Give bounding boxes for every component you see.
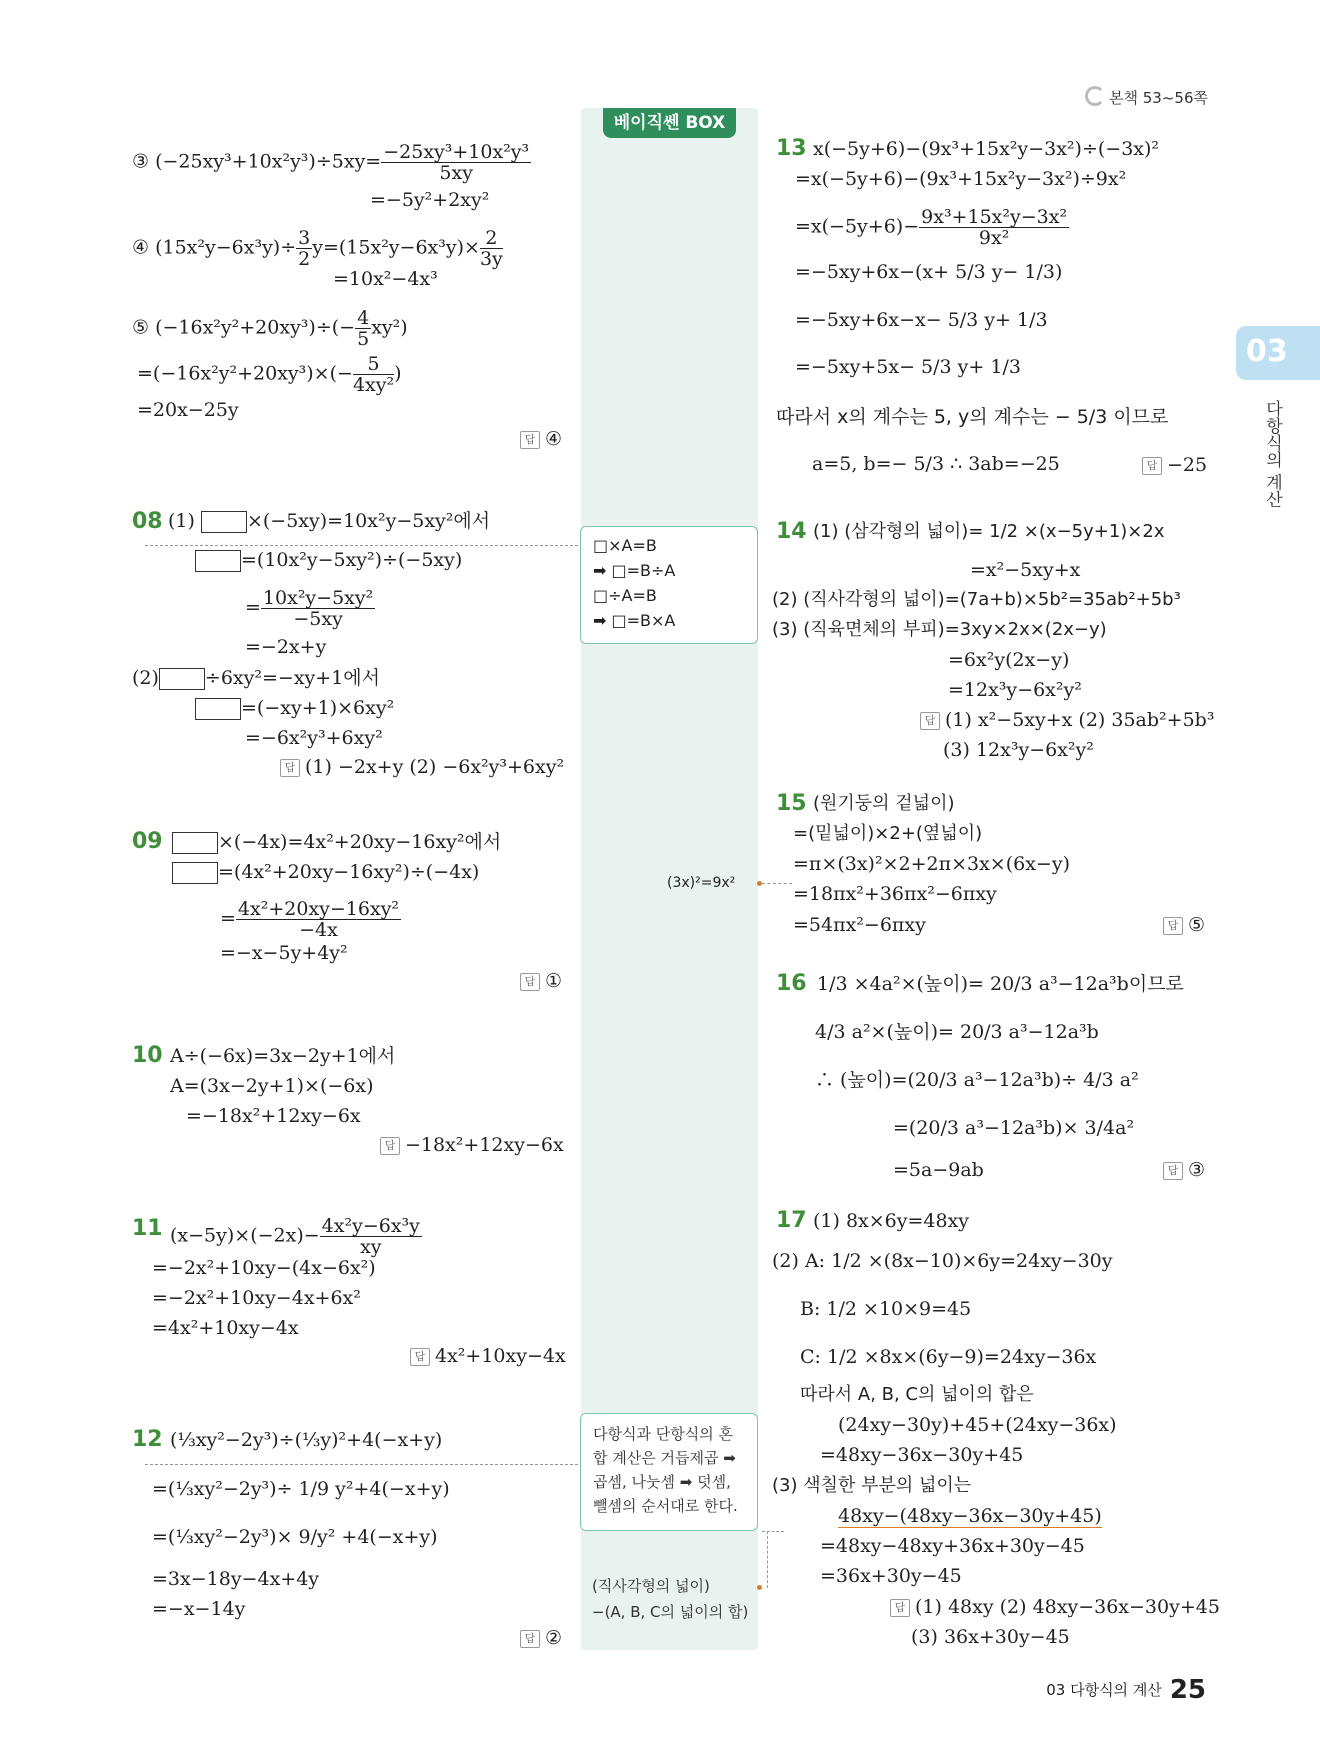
blank-box: [172, 862, 218, 884]
expr: ): [394, 362, 402, 385]
answer-mark: 답: [520, 973, 540, 991]
fraction: [919, 207, 1069, 248]
problem-number: 09: [132, 829, 163, 854]
note-area-line: (직사각형의 넓이): [592, 1577, 710, 1595]
denominator: −4x: [299, 919, 338, 941]
solution-line: (원기둥의 겉넓이): [813, 793, 955, 814]
chapter-number: 03: [1246, 334, 1288, 369]
chapter-tab-label: 다항식의 계산: [1262, 400, 1282, 508]
numerator: 4x²+20xy−16xy²: [237, 898, 400, 920]
solution-line: =x(−5y+6)−(9x³+15x²y−3x²)÷9x²: [795, 168, 1127, 190]
answer-value: ①: [545, 970, 563, 992]
solution-line: [195, 547, 462, 573]
solution-line: =12x³y−6x²y²: [948, 679, 1082, 701]
expr: ③ (−25xy³+10x²y³)÷5xy=: [132, 150, 382, 173]
solution-line: (⅓xy²−2y³)÷(⅓y)²+4(−x+y): [170, 1429, 443, 1451]
fraction: [261, 588, 375, 629]
solution-line: A÷(−6x)=3x−2y+1에서: [170, 1045, 396, 1067]
expr: =(−16x²y²+20xy³)×(−: [137, 362, 353, 385]
solution-line: A=(3x−2y+1)×(−6x): [170, 1075, 374, 1097]
problem-number: 10: [132, 1043, 163, 1068]
problem-number: 11: [132, 1216, 163, 1241]
solution-line: [170, 1216, 422, 1257]
fraction: [355, 308, 371, 349]
answer-value: ③: [1188, 1159, 1206, 1181]
answer-continued: (3) 36x+30y−45: [911, 1626, 1070, 1648]
solution-line: [132, 665, 380, 691]
solution-line: =−5xy+6x−x− 5/3 y+ 1/3: [795, 309, 1048, 331]
answer-value: (1) x²−5xy+x (2) 35ab²+5b³: [945, 709, 1215, 731]
solution-line: =−5xy+5x− 5/3 y+ 1/3: [795, 356, 1021, 378]
problem-number: 13: [776, 136, 807, 161]
answer-mark: 답: [920, 712, 940, 730]
rule-card-box-equation: [580, 526, 758, 644]
numerator: 5: [353, 354, 394, 375]
expr: (x−5y)×(−2x)−: [170, 1224, 320, 1247]
answer: [520, 970, 562, 992]
solution-line: =(⅓xy²−2y³)× 9/y² +4(−x+y): [152, 1526, 438, 1548]
solution-line: C: 1/2 ×8x×(6y−9)=24xy−36x: [800, 1346, 1097, 1368]
numerator: 2: [480, 228, 503, 249]
answer: [1163, 914, 1205, 936]
leader-dot: [757, 1585, 762, 1590]
rule-text: 다항식과 단항식의 혼합 계산은 거듭제곱 ➡ 곱셈, 나눗셈 ➡ 덧셈, 뺄셈의 순서대로 한다.: [593, 1425, 738, 1515]
leader-line: [762, 883, 792, 884]
answer-value: ④: [545, 428, 563, 450]
solution-line: [137, 354, 402, 395]
expr: =(−xy+1)×6xy²: [241, 697, 395, 719]
answer-mark: 답: [1163, 917, 1183, 935]
reference-icon: [1085, 86, 1105, 106]
answer: [1142, 454, 1207, 476]
solution-line: 1/3 ×4a²×(높이)= 20/3 a³−12a³b이므로: [817, 973, 1184, 995]
solution-line: =−x−14y: [152, 1598, 246, 1620]
problem-number: 12: [132, 1427, 163, 1452]
numerator: 9x³+15x²y−3x²: [921, 206, 1068, 228]
denominator: 2: [298, 248, 311, 270]
expr: ×(−4x)=4x²+20xy−16xy²에서: [218, 831, 502, 853]
expr: =x(−5y+6)−: [795, 215, 920, 238]
answer-mark: 답: [520, 431, 540, 449]
basic-box-title: 베이직쎈 BOX: [603, 108, 736, 138]
solution-line: (1) (삼각형의 넓이)= 1/2 ×(x−5y+1)×2x: [813, 521, 1165, 542]
page-reference: [1085, 86, 1208, 108]
numerator: 3: [298, 227, 311, 249]
solution-line: =−5y²+2xy²: [370, 189, 490, 211]
answer-value: ⑤: [1188, 914, 1206, 936]
leader-line: [145, 545, 578, 546]
blank-box: [159, 668, 205, 690]
solution-line: (2) (직사각형의 넓이)=(7a+b)×5b²=35ab²+5b³: [772, 589, 1181, 610]
solution-line: [795, 207, 1069, 248]
solution-line: ∴ (높이)=(20/3 a³−12a³b)÷ 4/3 a²: [815, 1069, 1139, 1091]
expr: xy²): [371, 316, 408, 339]
expr: =(4x²+20xy−16xy²)÷(−4x): [218, 861, 480, 883]
fraction: [480, 228, 503, 269]
answer: [520, 428, 562, 450]
chapter-tab: [1236, 326, 1320, 380]
solution-line: (3) (직육면체의 부피)=3xy×2x×(2x−y): [772, 619, 1107, 640]
answer: [890, 1596, 1220, 1618]
solution-line: =−x−5y+4y²: [220, 942, 348, 964]
answer-mark: 답: [1163, 1162, 1183, 1180]
solution-line: a=5, b=− 5/3 ∴ 3ab=−25: [812, 453, 1060, 475]
numerator: 4x²y−6x³y: [321, 1215, 420, 1237]
answer-value: ②: [545, 1627, 563, 1649]
answer: [380, 1134, 564, 1156]
fraction: [320, 1216, 422, 1257]
blank-box: [172, 832, 218, 854]
solution-line: 따라서 x의 계수는 5, y의 계수는 − 5/3 이므로: [776, 406, 1169, 428]
solution-line: =−6x²y³+6xy²: [245, 727, 383, 749]
solution-line: =−18x²+12xy−6x: [186, 1105, 361, 1127]
solution-line: =(밑넓이)×2+(옆넓이): [793, 823, 983, 844]
rule-card-mixed-calculation: [580, 1413, 758, 1531]
solution-line: x(−5y+6)−(9x³+15x²y−3x²)÷(−3x)²: [813, 138, 1160, 160]
numerator: 10x²y−5xy²: [262, 587, 374, 609]
page-footer: [1046, 1675, 1206, 1705]
fraction: [296, 228, 312, 269]
solution-line: =(⅓xy²−2y³)÷ 1/9 y²+4(−x+y): [152, 1478, 450, 1500]
fraction: [236, 899, 401, 940]
problem-number: 17: [776, 1208, 807, 1233]
solution-line: [172, 859, 479, 885]
answer: [1163, 1159, 1205, 1181]
solution-line: [195, 695, 394, 721]
solution-line: [172, 829, 501, 855]
answer-mark: 답: [380, 1137, 400, 1155]
answer-continued: (3) 12x³y−6x²y²: [943, 739, 1094, 761]
solution-line: [132, 228, 503, 269]
part-label: (1): [168, 510, 195, 532]
leader-line: [762, 1531, 784, 1532]
footer-chapter: 03 다항식의 계산: [1046, 1681, 1162, 1699]
expr: ④ (15x²y−6x³y)÷: [132, 236, 297, 259]
solution-line: =20x−25y: [137, 399, 239, 421]
solution-line: (3) 색칠한 부분의 넓이는: [772, 1475, 972, 1496]
denominator: 3y: [479, 248, 503, 270]
solution-line: [132, 308, 408, 349]
blank-box: [195, 698, 241, 720]
answer: [520, 1627, 562, 1649]
problem-number: 08: [132, 509, 163, 534]
expr: 48xy−(48xy−36x−30y+45): [838, 1505, 1102, 1527]
denominator: −5xy: [293, 608, 343, 630]
solution-line: =x²−5xy+x: [970, 559, 1081, 581]
answer-mark: 답: [280, 759, 300, 777]
answer-value: (1) 48xy (2) 48xy−36x−30y+45: [915, 1596, 1220, 1618]
leader-line: [767, 1531, 768, 1588]
blank-box: [195, 550, 241, 572]
expr: ⑤ (−16x²y²+20xy³)÷(−: [132, 316, 356, 339]
leader-line: [145, 1464, 578, 1465]
answer-value: −25: [1167, 454, 1208, 476]
solution-line: B: 1/2 ×10×9=45: [800, 1298, 972, 1320]
solution-line: =(20/3 a³−12a³b)× 3/4a²: [893, 1117, 1135, 1139]
problem-number: 15: [776, 791, 807, 816]
denominator: xy: [360, 1236, 382, 1258]
problem-number: 16: [776, 971, 807, 996]
solution-line: =48xy−48xy+36x+30y−45: [820, 1535, 1085, 1557]
answer-mark: 답: [1142, 457, 1162, 475]
answer-mark: 답: [410, 1348, 430, 1366]
solution-line: = $\frac{\text{10x²y−5xy²}}{-5xy}$: [245, 587, 374, 630]
solution-line: 따라서 A, B, C의 넓이의 합은: [800, 1384, 1034, 1405]
problem-number: 14: [776, 519, 807, 544]
solution-line: =−2x²+10xy−4x+6x²: [152, 1287, 361, 1309]
part-label: (2): [132, 667, 159, 689]
solution-line: =3x−18y−4x+4y: [152, 1568, 320, 1590]
solution-line: =4x²+10xy−4x: [152, 1317, 299, 1339]
solution-line: [132, 142, 531, 183]
rule-line: ➡ □=B×A: [593, 611, 676, 630]
fraction: [353, 354, 394, 395]
rule-line: □÷A=B: [593, 586, 657, 605]
solution-line: =6x²y(2x−y): [948, 649, 1070, 671]
page-reference-text: 본책 53~56쪽: [1109, 89, 1208, 107]
solution-line: =54πx²−6πxy: [793, 914, 926, 936]
solution-line: =36x+30y−45: [820, 1565, 962, 1587]
basic-box-header: [581, 108, 758, 140]
solution-line: =18πx²+36πx²−6πxy: [793, 883, 997, 905]
solution-line: =5a−9ab: [893, 1159, 984, 1181]
blank-box: [201, 511, 247, 533]
solution-line: =π×(3x)²×2+2π×3x×(6x−y): [793, 853, 1071, 875]
denominator: 5: [357, 328, 370, 350]
solution-line: = $\frac{\text{4x²+20xy−16xy²}}{-4x}$: [220, 898, 400, 941]
solution-line: 4/3 a²×(높이)= 20/3 a³−12a³b: [815, 1021, 1099, 1043]
numerator: 4: [357, 307, 370, 329]
expr: ÷6xy²=−xy+1에서: [204, 667, 381, 689]
solution-line: =−2x²+10xy−(4x−6x²): [152, 1257, 376, 1279]
expr: =(10x²y−5xy²)÷(−5xy): [241, 549, 463, 571]
solution-line: (1) 8x×6y=48xy: [813, 1210, 970, 1232]
answer-mark: 답: [520, 1630, 540, 1648]
rule-line: □×A=B: [593, 536, 657, 555]
page-number: 25: [1169, 1675, 1206, 1705]
note-square: (3x)²=9x²: [667, 875, 736, 891]
expr: y=(15x²y−6x³y)×: [312, 236, 480, 259]
numerator: −25xy³+10x²y³: [383, 141, 530, 163]
answer: [280, 756, 564, 778]
rule-line: ➡ □=B÷A: [593, 561, 676, 580]
expr: ×(−5xy)=10x²y−5xy²에서: [246, 510, 491, 532]
answer-value: (1) −2x+y (2) −6x²y³+6xy²: [305, 756, 565, 778]
answer-value: −18x²+12xy−6x: [405, 1134, 564, 1156]
solution-line: [838, 1503, 1102, 1529]
fraction: [381, 142, 531, 183]
answer: [920, 709, 1214, 731]
note-area-line: −(A, B, C의 넓이의 합): [592, 1603, 749, 1621]
solution-line: [168, 508, 490, 534]
answer-mark: 답: [890, 1599, 910, 1617]
denominator: 9x²: [978, 227, 1010, 249]
solution-line: =−2x+y: [245, 636, 327, 658]
solution-line: =−5xy+6x−(x+ 5/3 y− 1/3): [795, 261, 1063, 283]
solution-line: (2) A: 1/2 ×(8x−10)×6y=24xy−30y: [772, 1250, 1113, 1272]
solution-line: =10x²−4x³: [333, 268, 438, 290]
solution-line: (24xy−30y)+45+(24xy−36x): [838, 1414, 1117, 1436]
answer: [410, 1345, 566, 1367]
denominator: 4xy²: [352, 374, 395, 396]
solution-line: =48xy−36x−30y+45: [820, 1444, 1024, 1466]
answer-value: 4x²+10xy−4x: [435, 1345, 566, 1367]
denominator: 5xy: [439, 162, 473, 184]
